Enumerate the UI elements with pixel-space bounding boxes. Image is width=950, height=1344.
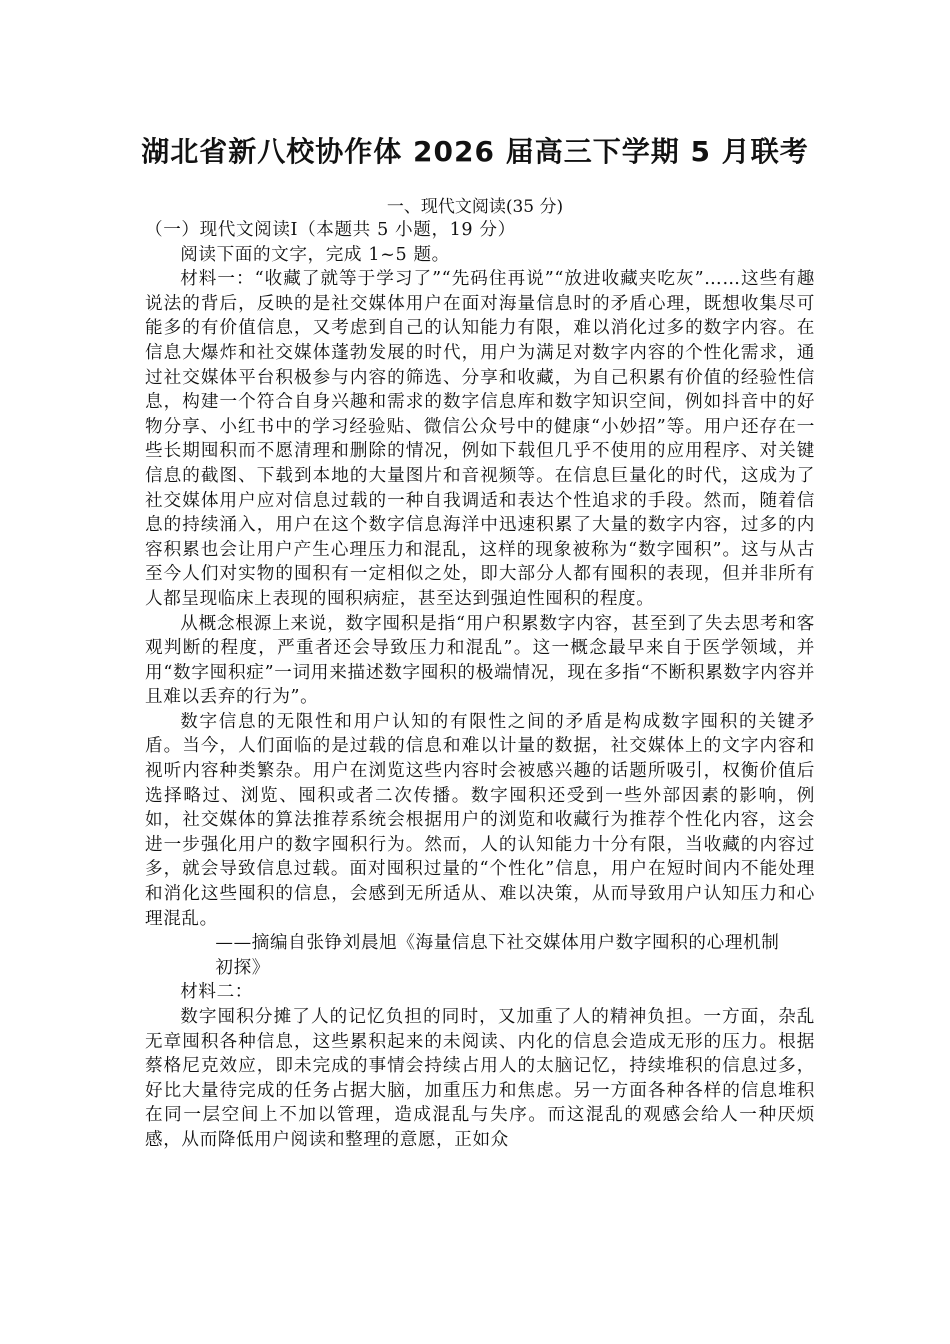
material1-source-line1: ——摘编自张铮刘晨旭《海量信息下社交媒体用户数字囤积的心理机制 <box>215 933 780 954</box>
subsection-heading: （一）现代文阅读Ⅰ（本题共 5 小题，19 分） <box>145 220 516 240</box>
document-body <box>145 218 815 1153</box>
material1-paragraph-1: 材料一：“收藏了就等于学习了”“先码住再说”“放进收藏夹吃灰”……这些有趣说法的背后，反映的是社交媒体用户在面对海量信息时的矛盾心理，既想收集尽可能多的有价值信息，又考虑到自己的认知能力有限，难以消化过多的数字内容。在信息大爆炸和社交媒体蓬勃发展的时代，用户为满足对数字内容的个性化需求，通过社交媒体平台积极参与内容的筛选、分享和收藏，为自己积累有价值的经验性信息，构建一个符合自身兴趣和需求的数字信息库和数字知识空间，例如抖音中的好物分享、小红书中的学习经验贴、微信公众号中的健康“小妙招”等。用户还存在一些长期囤积而不愿清理和删除的情况，例如下载但几乎不使用的应用程序、对关键信息的截图、下载到本地的大量图片和音视频等。在信息巨量化的时代，这成为了社交媒体用户应对信息过载的一种自我调适和表达个性追求的手段。然而，随着信息的持续涌入，用户在这个数字信息海洋中迅速积累了大量的数字内容，过多的内容积累也会让用户产生心理压力和混乱，这样的现象被称为“数字囤积”。这与从古至今人们对实物的囤积有一定相似之处，即大部分人都有囤积的表现，但并非所有人都呈现临床上表现的囤积病症，甚至达到强迫性囤积的程度。 <box>145 269 815 609</box>
material1-source <box>145 931 815 980</box>
section-heading: 一、现代文阅读(35 分) <box>386 197 564 217</box>
material1-paragraph-3: 数字信息的无限性和用户认知的有限性之间的矛盾是构成数字囤积的关键矛盾。当今，人们面临的是过载的信息和难以计量的数据，社交媒体上的文字内容和视听内容种类繁杂。用户在浏览这些内容时会被感兴趣的话题所吸引，权衡价值后选择略过、浏览、囤积或者二次传播。数字囤积还受到一些外部因素的影响，例如，社交媒体的算法推荐系统会根据用户的浏览和收藏行为推荐个性化内容，这会进一步强化用户的数字囤积行为。然而，人的认知能力十分有限，当收藏的内容过多，就会导致信息过载。面对囤积过量的“个性化”信息，用户在短时间内不能处理和消化这些囤积的信息，会感到无所适从、难以决策，从而导致用户认知压力和心理混乱。 <box>145 711 815 929</box>
material1-source-line2: 初探》 <box>215 957 270 978</box>
material2-label: 材料二： <box>180 982 253 1003</box>
reading-instruction: 阅读下面的文字，完成 1~5 题。 <box>180 244 450 265</box>
material1-paragraph-2: 从概念根源上来说，数字囤积是指“用户积累数字内容，甚至到了失去思考和客观判断的程度，严重者还会导致压力和混乱”。这一概念最早来自于医学领域，并用“数字囤积症”一词用来描述数字囤积的极端情况，现在多指“不断积累数字内容并且难以丢弃的行为”。 <box>145 613 815 708</box>
document-title: 湖北省新八校协作体 2026 届高三下学期 5 月联考 <box>141 135 809 168</box>
material2-paragraph-1: 数字囤积分摊了人的记忆负担的同时，又加重了人的精神负担。一方面，杂乱无章囤积各种信息，这些累积起来的未阅读、内化的信息会造成无形的压力。根据蔡格尼克效应，即未完成的事情会持续占用人的太脑记忆，持续堆积的信息过多，好比大量待完成的任务占据大脑，加重压力和焦虑。另一方面各种各样的信息堆积在同一层空间上不加以管理，造成混乱与失序。而这混乱的观感会给人一种厌烦感，从而降低用户阅读和整理的意愿，正如众 <box>145 1007 815 1150</box>
